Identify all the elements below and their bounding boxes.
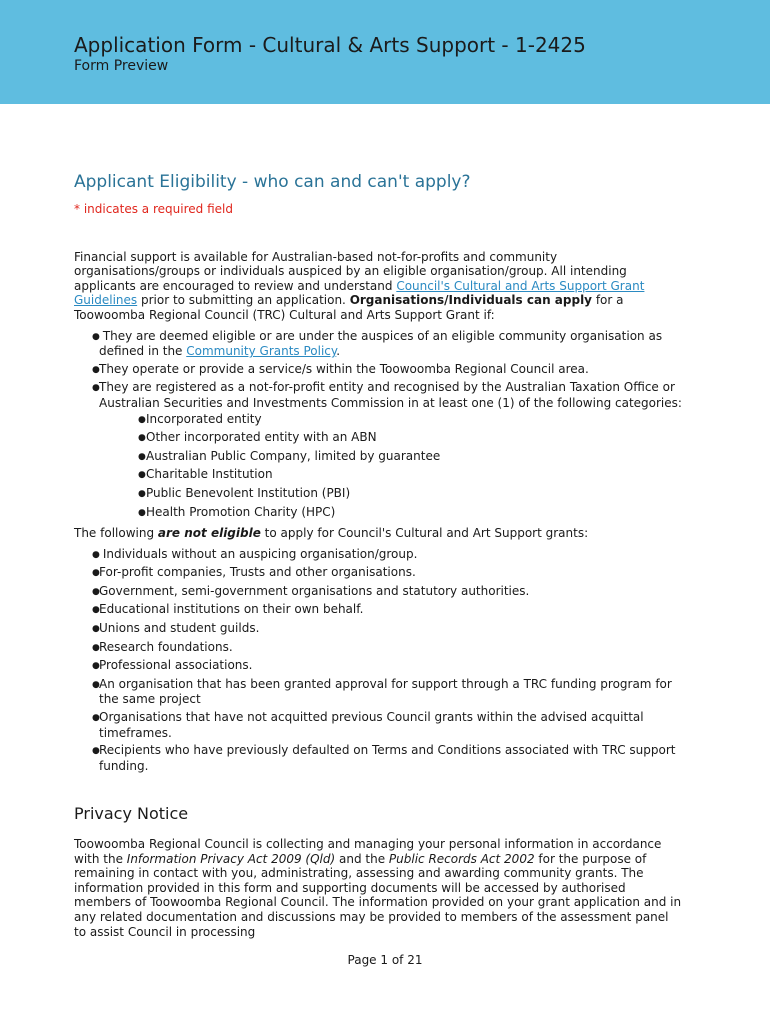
list-item: ●Charitable Institution xyxy=(138,467,273,482)
privacy-act-name: Information Privacy Act 2009 (Qld) xyxy=(126,851,336,866)
privacy-heading: Privacy Notice xyxy=(74,804,189,824)
not-eligible-list xyxy=(74,547,684,774)
bullet-icon: ● xyxy=(138,451,146,462)
list-item: ●Professional associations. xyxy=(92,658,253,673)
list-item: ● They are deemed eligible or are under the auspices of an eligible community organisation as defined in the Community Grants Policy. xyxy=(92,328,663,359)
list-item: ●They operate or provide a service/s within the Toowoomba Regional Council area. xyxy=(92,361,589,376)
not-eligible-emphasis: are not eligible xyxy=(157,526,261,541)
list-item: ●Recipients who have previously defaulted on Terms and Conditions associated with TRC support funding. xyxy=(92,743,676,773)
bullet-icon: ● xyxy=(92,624,100,635)
list-item: ●Unions and student guilds. xyxy=(92,621,260,636)
bullet-icon: ● xyxy=(138,507,146,518)
bullet-icon: ● xyxy=(92,605,100,616)
grant-guidelines-link[interactable]: Council's Cultural and Arts Support Grant Guidelines xyxy=(74,278,645,308)
form-content xyxy=(74,172,684,939)
bullet-icon: ● xyxy=(92,661,100,672)
intro-text-3: for a Toowoomba Regional Council (TRC) Cultural and Arts Support Grant if: xyxy=(74,293,624,322)
list-item: ●Australian Public Company, limited by guarantee xyxy=(138,448,441,463)
privacy-text: Toowoomba Regional Council is collecting and managing your personal information in accordance with the Information Privacy Act 2009 (Qld) and the Public Records Act 2002 for the purpose of remaining in contact with you, administrating, assessing and awarding community grants. The information provided in this form and supporting documents will be accessed by authorised members of Toowoomba Regional Council. The information provided on your grant application and in any related documentation and discussions may be provided to members of the assessment panel to assist Council in processing xyxy=(74,837,682,939)
bullet-icon: ● xyxy=(92,549,100,560)
bullet-icon: ● xyxy=(138,470,146,481)
bullet-icon: ● xyxy=(138,414,146,425)
form-header xyxy=(0,0,770,104)
list-item: ●Health Promotion Charity (HPC) xyxy=(138,504,336,519)
bullet-icon: ● xyxy=(92,568,100,579)
bullet-icon: ● xyxy=(138,488,146,499)
list-item: ●Other incorporated entity with an ABN xyxy=(138,430,377,445)
bullet-icon: ● xyxy=(92,331,100,342)
bullet-icon: ● xyxy=(92,383,100,394)
bullet-icon: ● xyxy=(92,679,100,690)
form-title: Application Form - Cultural & Arts Support - 1-2425 xyxy=(74,33,586,57)
bullet-icon: ● xyxy=(92,364,100,375)
bullet-icon: ● xyxy=(92,642,100,653)
form-subtitle: Form Preview xyxy=(74,58,169,74)
list-item: ●An organisation that has been granted approval for support through a TRC funding program for the same project xyxy=(92,676,672,707)
bullet-icon: ● xyxy=(92,586,100,597)
list-item: ●They are registered as a not-for-profit entity and recognised by the Australian Taxation Office or Australian Securities and Investments Commission in at least one (1) of the following categories: ●Incorporated entity ●Other incorporated entity with an ABN ●Australian Public Company, limited by guarantee ●Charitable Institution ●Public Benevolent Institution (PBI) ●Health Promotion Charity (HPC) xyxy=(74,380,684,520)
eligibility-heading: Applicant Eligibility - who can and can't apply? xyxy=(74,172,471,192)
list-item: ●Organisations that have not acquitted previous Council grants within the advised acquittal timeframes. xyxy=(92,710,644,740)
list-item: ●For-profit companies, Trusts and other organisations. xyxy=(92,565,416,580)
intro-bold-text: Organisations/Individuals can apply xyxy=(349,293,593,308)
bullet-icon: ● xyxy=(92,713,100,724)
community-grants-policy-link[interactable]: Community Grants Policy xyxy=(186,344,337,359)
eligibility-intro xyxy=(74,250,684,323)
page-number: Page 1 of 21 xyxy=(347,953,423,967)
list-item: ●Public Benevolent Institution (PBI) xyxy=(138,485,351,500)
list-item: ●Incorporated entity xyxy=(138,411,262,426)
not-eligible-intro: The following are not eligible to apply for Council's Cultural and Art Support grants: xyxy=(74,526,589,541)
bullet-icon: ● xyxy=(138,433,146,444)
records-act-name: Public Records Act 2002 xyxy=(388,851,535,866)
intro-text-2: prior to submitting an application. xyxy=(137,293,350,308)
list-item: ●Government, semi-government organisations and statutory authorities. xyxy=(92,583,530,598)
eligible-categories-list xyxy=(138,412,684,521)
required-field-note: * indicates a required field xyxy=(74,202,233,216)
intro-text-1: Financial support is available for Australian-based not-for-profits and community organisations/groups or individuals auspiced by an eligible organisation/group. All intending applicants are encouraged to review and understand xyxy=(74,249,627,293)
list-item: ● Individuals without an auspicing organisation/group. xyxy=(92,546,418,561)
list-item: ●Research foundations. xyxy=(92,639,233,654)
eligibility-criteria-list xyxy=(74,329,684,521)
bullet-icon: ● xyxy=(92,746,100,757)
list-item: ●Educational institutions on their own behalf. xyxy=(92,602,364,617)
